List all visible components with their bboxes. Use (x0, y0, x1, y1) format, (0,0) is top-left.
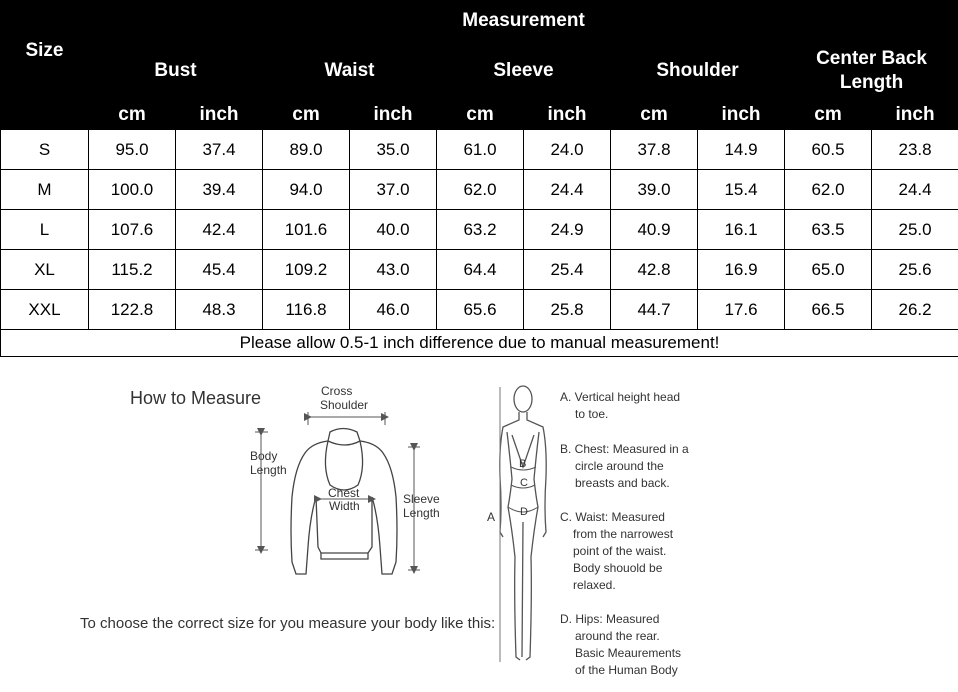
cross-shoulder-label-1: Cross (321, 384, 353, 398)
table-cell: 37.8 (611, 130, 698, 170)
table-cell: 25.6 (872, 250, 958, 290)
shoulder-header: Shoulder (611, 42, 785, 101)
waist-header: Waist (263, 42, 437, 101)
body-length-label-2: Length (250, 463, 287, 477)
figure-label-a: A (487, 510, 496, 524)
table-cell: 109.2 (263, 250, 350, 290)
unit-header: cm (263, 101, 350, 130)
table-cell: 37.0 (350, 170, 437, 210)
table-cell: 63.5 (785, 210, 872, 250)
size-cell: XL (1, 250, 89, 290)
center-back-length-header (785, 42, 958, 101)
table-cell: 100.0 (89, 170, 176, 210)
table-cell: 62.0 (785, 170, 872, 210)
table-cell: 26.2 (872, 290, 958, 330)
table-cell: 116.8 (263, 290, 350, 330)
size-cell: S (1, 130, 89, 170)
unit-header: inch (872, 101, 958, 130)
size-cell: XXL (1, 290, 89, 330)
table-cell: 45.4 (176, 250, 263, 290)
chest-width-label-1: Chest (328, 486, 360, 500)
bust-header: Bust (89, 42, 263, 101)
table-cell: 35.0 (350, 130, 437, 170)
instruction-c-line-1: C. Waist: Measured (560, 510, 665, 524)
table-cell: 66.5 (785, 290, 872, 330)
instruction-c-line-5: relaxed. (573, 578, 616, 592)
choose-size-text: To choose the correct size for you measure your body like this: (80, 615, 496, 632)
unit-header: cm (89, 101, 176, 130)
unit-header: cm (785, 101, 872, 130)
table-cell: 107.6 (89, 210, 176, 250)
unit-header: inch (524, 101, 611, 130)
instruction-b-line-2: circle around the (575, 459, 664, 473)
unit-header: cm (611, 101, 698, 130)
table-cell: 122.8 (89, 290, 176, 330)
table-cell: 15.4 (698, 170, 785, 210)
table-cell: 25.0 (872, 210, 958, 250)
instruction-a-line-2: to toe. (575, 407, 609, 421)
table-cell: 61.0 (437, 130, 524, 170)
center-back-line-2: Length (839, 72, 904, 93)
table-cell: 42.4 (176, 210, 263, 250)
how-to-measure-section (0, 357, 958, 692)
body-length-label-1: Body (250, 449, 278, 463)
instruction-c-line-2: from the narrowest (573, 527, 674, 541)
size-header: Size (1, 1, 89, 101)
measure-instructions (560, 390, 689, 677)
measurement-header: Measurement (89, 1, 958, 42)
unit-header: cm (437, 101, 524, 130)
table-cell: 24.4 (524, 170, 611, 210)
instruction-d-line-1: D. Hips: Measured (560, 612, 660, 626)
table-cell: 46.0 (350, 290, 437, 330)
unit-header: inch (176, 101, 263, 130)
table-cell: 64.4 (437, 250, 524, 290)
table-cell: 24.0 (524, 130, 611, 170)
instruction-c-line-4: Body shouold be (573, 561, 663, 575)
table-cell: 43.0 (350, 250, 437, 290)
table-cell: 65.6 (437, 290, 524, 330)
table-cell: 16.9 (698, 250, 785, 290)
table-cell: 40.0 (350, 210, 437, 250)
size-cell: L (1, 210, 89, 250)
unit-header: inch (698, 101, 785, 130)
sleeve-header: Sleeve (437, 42, 611, 101)
measurement-note: Please allow 0.5-1 inch difference due to manual measurement! (1, 330, 958, 357)
table-cell: 25.8 (524, 290, 611, 330)
table-cell: 44.7 (611, 290, 698, 330)
table-cell: 115.2 (89, 250, 176, 290)
human-body-figure (500, 386, 546, 662)
table-row (1, 210, 958, 250)
table-cell: 14.9 (698, 130, 785, 170)
table-cell: 24.4 (872, 170, 958, 210)
table-cell: 23.8 (872, 130, 958, 170)
instruction-b-line-3: breasts and back. (575, 476, 670, 490)
table-cell: 37.4 (176, 130, 263, 170)
center-back-line-1: Center Back (816, 48, 927, 69)
chest-width-label-2: Width (329, 499, 360, 513)
table-cell: 24.9 (524, 210, 611, 250)
figure-label-b: B (519, 458, 527, 470)
table-cell: 25.4 (524, 250, 611, 290)
figure-label-c: C (520, 477, 528, 489)
table-cell: 62.0 (437, 170, 524, 210)
figure-label-d: D (520, 506, 528, 518)
unit-header: inch (350, 101, 437, 130)
instruction-d-line-3: Basic Meaurements (575, 646, 682, 660)
table-row (1, 130, 958, 170)
table-row (1, 170, 958, 210)
table-cell: 48.3 (176, 290, 263, 330)
table-cell: 60.5 (785, 130, 872, 170)
measure-diagram (0, 357, 958, 692)
how-to-measure-title: How to Measure (130, 388, 262, 408)
instruction-b-line-1: B. Chest: Measured in a (560, 442, 689, 456)
instruction-d-line-4: of the Human Body (575, 663, 678, 677)
table-row (1, 250, 958, 290)
sleeve-length-label-1: Sleeve (403, 492, 440, 506)
table-cell: 40.9 (611, 210, 698, 250)
table-cell: 101.6 (263, 210, 350, 250)
size-cell: M (1, 170, 89, 210)
size-header-spacer (1, 101, 89, 130)
table-cell: 17.6 (698, 290, 785, 330)
instruction-c-line-3: point of the waist. (573, 544, 667, 558)
sleeve-length-label-2: Length (403, 506, 440, 520)
table-cell: 42.8 (611, 250, 698, 290)
table-cell: 94.0 (263, 170, 350, 210)
instruction-a-line-1: A. Vertical height head (560, 390, 681, 404)
table-cell: 89.0 (263, 130, 350, 170)
table-cell: 65.0 (785, 250, 872, 290)
table-cell: 16.1 (698, 210, 785, 250)
table-cell: 39.0 (611, 170, 698, 210)
table-cell: 95.0 (89, 130, 176, 170)
table-cell: 39.4 (176, 170, 263, 210)
instruction-d-line-2: around the rear. (575, 629, 660, 643)
table-cell: 63.2 (437, 210, 524, 250)
cross-shoulder-label-2: Shoulder (320, 398, 369, 412)
table-row (1, 290, 958, 330)
